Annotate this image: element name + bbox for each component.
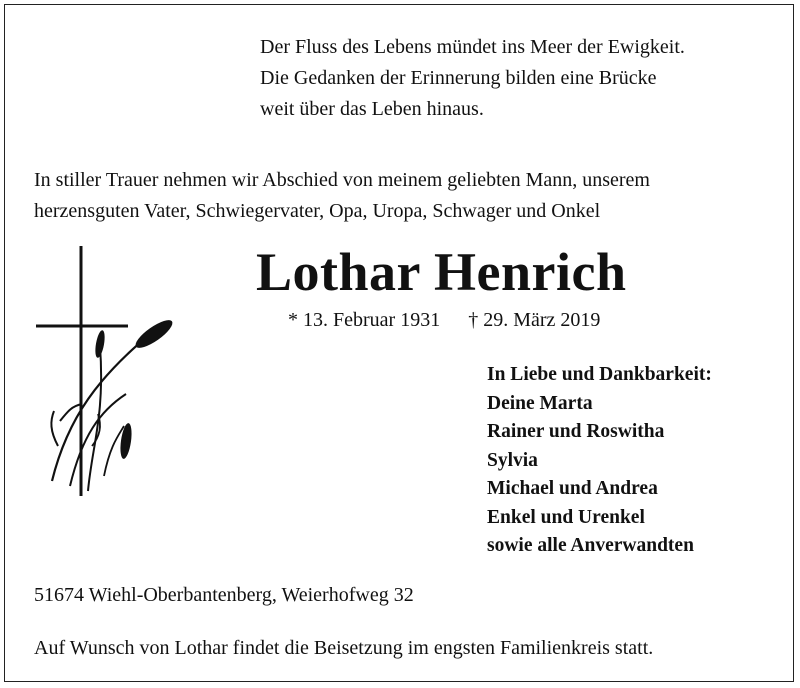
mourner-line: Sylvia bbox=[487, 449, 538, 471]
birth-date: * 13. Februar 1931 bbox=[288, 309, 441, 331]
life-dates bbox=[288, 306, 600, 334]
mourner-line: Rainer und Roswitha bbox=[487, 421, 665, 442]
death-date: † 29. März 2019 bbox=[468, 309, 601, 331]
burial-note: Auf Wunsch von Lothar findet die Beisetzung im engsten Familienkreis statt. bbox=[34, 637, 654, 659]
poem bbox=[260, 32, 685, 125]
mourner-line: sowie alle Anverwandten bbox=[487, 535, 694, 556]
deceased-name: Lothar Henrich bbox=[256, 242, 627, 302]
mourners-list bbox=[487, 361, 712, 561]
mourner-line: Deine Marta bbox=[487, 392, 593, 414]
poem-line: Die Gedanken der Erinnerung bilden eine Brücke bbox=[260, 67, 657, 89]
intro-line: herzensguten Vater, Schwiegervater, Opa, Uropa, Schwager und Onkel bbox=[34, 200, 601, 222]
cross-with-wheat-icon bbox=[30, 246, 180, 496]
poem-line: Der Fluss des Lebens mündet ins Meer der Ewigkeit. bbox=[260, 36, 685, 58]
mourner-line: Michael und Andrea bbox=[487, 478, 658, 499]
mourners-heading: In Liebe und Dankbarkeit: bbox=[487, 364, 712, 385]
poem-line: weit über das Leben hinaus. bbox=[260, 98, 484, 120]
intro-line: In stiller Trauer nehmen wir Abschied von meinem geliebten Mann, unserem bbox=[34, 169, 650, 191]
mourner-line: Enkel und Urenkel bbox=[487, 506, 645, 528]
mourning-address: 51674 Wiehl-Oberbantenberg, Weierhofweg 32 bbox=[34, 584, 414, 606]
intro-text bbox=[34, 165, 650, 227]
